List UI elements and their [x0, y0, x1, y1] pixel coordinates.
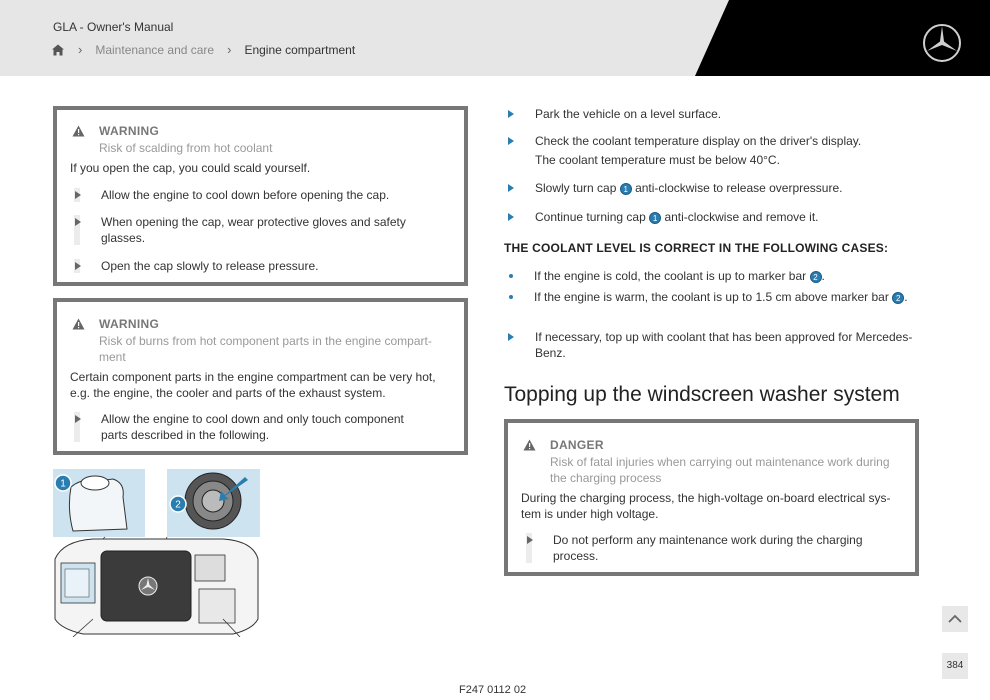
case-text: If the engine is cold, the coolant is up to marker bar [534, 269, 807, 283]
breadcrumb-engine-compartment: Engine compartment [244, 42, 356, 57]
step-arrow-icon [508, 333, 514, 341]
chevron-right-icon: › [78, 42, 83, 57]
breadcrumb-maintenance[interactable]: Maintenance and care [95, 42, 215, 57]
step-arrow-icon [527, 536, 533, 544]
step-arrow-icon [508, 184, 514, 192]
danger-subtitle: the charging process [550, 471, 662, 485]
bullet-dot-icon [509, 295, 513, 299]
warning-label: WARNING [99, 317, 160, 331]
section-title-washer: Topping up the windscreen washer system [504, 383, 900, 406]
step-arrow-icon [75, 262, 81, 270]
step-text: glasses. [101, 231, 146, 245]
warning-subtitle: Risk of scalding from hot coolant [99, 141, 273, 155]
step-text: anti-clockwise and remove it. [664, 210, 819, 224]
case-text: If the engine is warm, the coolant is up to 1.5 cm above marker bar [534, 290, 889, 304]
chevron-right-icon: › [227, 42, 232, 57]
step-arrow-icon [508, 137, 514, 145]
warning-box-scalding [53, 106, 468, 286]
marker-badge-2: 2 [892, 292, 904, 304]
mercedes-star-logo [922, 23, 962, 63]
illustration-badge-2: 2 [175, 499, 181, 511]
chevron-up-icon [942, 606, 968, 632]
case-text: . [904, 290, 908, 304]
step-text: anti-clockwise to release overpressure. [635, 181, 843, 195]
engine-compartment-illustration [53, 469, 260, 637]
step-check-temperature: Check the coolant temperature display on the driver's display. [535, 134, 862, 148]
step-remove-cap [535, 209, 819, 225]
warning-label: WARNING [99, 124, 160, 138]
step-top-up-coolant-cont: Benz. [535, 346, 566, 360]
danger-box-charging [504, 419, 919, 576]
step-text: Allow the engine to cool down before opening the cap. [101, 188, 390, 202]
warning-subtitle: ment [99, 350, 126, 364]
danger-label: DANGER [550, 438, 604, 452]
warning-triangle-icon [523, 439, 536, 451]
warning-subtitle: Risk of burns from hot component parts in the engine compart- [99, 334, 432, 348]
step-arrow-icon [75, 191, 81, 199]
step-turn-cap [535, 180, 842, 196]
coolant-cases-heading: THE COOLANT LEVEL IS CORRECT IN THE FOLLOWING CASES: [504, 241, 889, 255]
case-engine-cold [534, 268, 825, 284]
warning-box-burns [53, 298, 468, 455]
step-top-up-coolant: If necessary, top up with coolant that has been approved for Mercedes- [535, 330, 913, 344]
step-text: process. [553, 549, 599, 563]
step-text: Slowly turn cap [535, 181, 617, 195]
case-text: . [821, 269, 825, 283]
step-text: When opening the cap, wear protective gloves and safety [101, 215, 406, 229]
step-arrow-icon [508, 213, 514, 221]
step-text: Open the cap slowly to release pressure. [101, 259, 319, 273]
warning-triangle-icon [72, 125, 85, 137]
illustration-badge-1: 1 [60, 478, 66, 490]
breadcrumb [51, 42, 355, 57]
figure-code: F247 0112 02 [459, 684, 527, 696]
step-text: parts described in the following. [101, 428, 270, 442]
step-arrow-icon [75, 415, 81, 423]
step-arrow-icon [75, 218, 81, 226]
step-check-temperature-note: The coolant temperature must be below 40°C. [535, 153, 780, 167]
home-icon[interactable] [51, 43, 65, 57]
manual-title: GLA - Owner's Manual [53, 20, 174, 34]
case-engine-warm [534, 289, 908, 305]
page-number: 384 [946, 660, 964, 671]
danger-text: During the charging process, the high-voltage on-board electrical sys- [521, 491, 891, 505]
step-arrow-icon [508, 110, 514, 118]
page-number-button[interactable] [942, 653, 968, 679]
marker-badge-1: 1 [649, 212, 661, 224]
warning-text: If you open the cap, you could scald yourself. [70, 161, 311, 175]
marker-badge-1: 1 [620, 183, 632, 195]
step-text: Do not perform any maintenance work during the charging [553, 533, 863, 547]
warning-triangle-icon [72, 318, 85, 330]
warning-text: Certain component parts in the engine compartment can be very hot, [70, 370, 436, 384]
danger-subtitle: Risk of fatal injuries when carrying out maintenance work during [550, 455, 890, 469]
danger-text: tem is under high voltage. [521, 507, 659, 521]
step-text: Allow the engine to cool down and only touch component [101, 412, 404, 426]
scroll-to-top-button[interactable] [942, 606, 968, 632]
bullet-dot-icon [509, 274, 513, 278]
step-text: Continue turning cap [535, 210, 646, 224]
marker-badge-2: 2 [810, 271, 822, 283]
warning-text: e.g. the engine, the cooler and parts of the exhaust system. [70, 386, 386, 400]
step-park-vehicle: Park the vehicle on a level surface. [535, 107, 722, 121]
